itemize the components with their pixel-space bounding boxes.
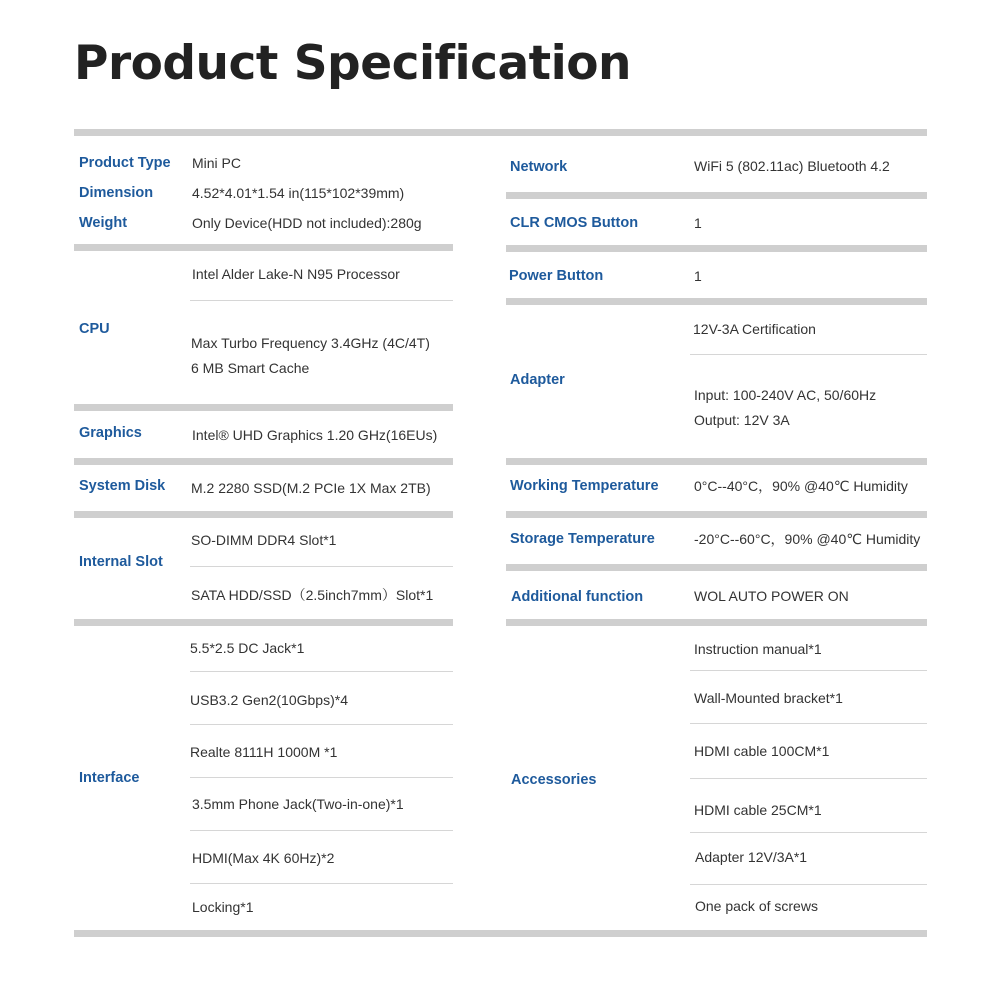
top-divider <box>74 129 927 136</box>
right-divider-4 <box>506 458 927 465</box>
weight-value: Only Device(HDD not included):280g <box>192 215 422 231</box>
accessories-value-6: One pack of screws <box>695 898 818 914</box>
cpu-label: CPU <box>79 321 110 337</box>
system-disk-value: M.2 2280 SSD(M.2 PCIe 1X Max 2TB) <box>191 480 431 496</box>
clr-cmos-label: CLR CMOS Button <box>510 215 639 231</box>
interface-value-3: Realte 8111H 1000M *1 <box>190 744 338 760</box>
additional-function-value: WOL AUTO POWER ON <box>694 588 849 604</box>
adapter-label: Adapter <box>510 372 565 388</box>
adapter-value-2: Input: 100-240V AC, 50/60Hz <box>694 387 877 403</box>
adapter-separator <box>690 354 927 355</box>
adapter-value-3: Output: 12V 3A <box>694 412 790 428</box>
left-divider-2 <box>74 404 453 411</box>
accessories-separator-4 <box>690 832 927 833</box>
interface-value-2: USB3.2 Gen2(10Gbps)*4 <box>190 692 348 708</box>
graphics-label: Graphics <box>79 425 142 441</box>
right-divider-3 <box>506 298 927 305</box>
interface-value-4: 3.5mm Phone Jack(Two-in-one)*1 <box>192 796 404 812</box>
network-label: Network <box>510 159 568 175</box>
right-divider-1 <box>506 192 927 199</box>
product-type-value: Mini PC <box>192 155 242 171</box>
right-divider-5 <box>506 511 927 518</box>
cpu-separator <box>190 300 453 301</box>
interface-separator-2 <box>190 724 453 725</box>
clr-cmos-value: 1 <box>694 215 702 231</box>
power-button-value: 1 <box>694 268 702 284</box>
left-divider-4 <box>74 511 453 518</box>
bottom-divider <box>74 930 927 937</box>
slot-separator <box>190 566 453 567</box>
accessories-value-2: Wall-Mounted bracket*1 <box>694 690 843 706</box>
dimension-value: 4.52*4.01*1.54 in(115*102*39mm) <box>192 185 405 201</box>
product-type-label: Product Type <box>79 155 171 171</box>
dimension-label: Dimension <box>79 185 154 201</box>
cpu-value-3: 6 MB Smart Cache <box>191 360 310 376</box>
interface-value-6: Locking*1 <box>192 899 254 915</box>
right-divider-7 <box>506 619 927 626</box>
interface-separator-5 <box>190 883 453 884</box>
left-divider-1 <box>74 244 453 251</box>
system-disk-label: System Disk <box>79 478 166 494</box>
storage-temp-label: Storage Temperature <box>510 531 655 547</box>
accessories-separator-2 <box>690 723 927 724</box>
right-divider-6 <box>506 564 927 571</box>
accessories-value-5: Adapter 12V/3A*1 <box>695 849 808 865</box>
accessories-separator-5 <box>690 884 927 885</box>
additional-function-label: Additional function <box>511 589 644 605</box>
interface-label: Interface <box>79 770 140 786</box>
cpu-value-1: Intel Alder Lake-N N95 Processor <box>192 266 400 282</box>
accessories-value-4: HDMI cable 25CM*1 <box>694 802 822 818</box>
working-temp-value: 0°C--40°C，90% @40℃ Humidity <box>694 478 908 494</box>
adapter-value-1: 12V-3A Certification <box>693 321 816 337</box>
interface-separator-3 <box>190 777 453 778</box>
accessories-separator-3 <box>690 778 927 779</box>
interface-separator-4 <box>190 830 453 831</box>
accessories-label: Accessories <box>511 772 597 788</box>
network-value: WiFi 5 (802.11ac) Bluetooth 4.2 <box>694 158 890 174</box>
interface-value-1: 5.5*2.5 DC Jack*1 <box>190 640 305 656</box>
internal-slot-value-1: SO-DIMM DDR4 Slot*1 <box>191 532 337 548</box>
internal-slot-label: Internal Slot <box>79 554 163 570</box>
accessories-separator-1 <box>690 670 927 671</box>
power-button-label: Power Button <box>509 268 604 284</box>
accessories-value-1: Instruction manual*1 <box>694 641 822 657</box>
graphics-value: Intel® UHD Graphics 1.20 GHz(16EUs) <box>192 427 438 443</box>
interface-separator-1 <box>190 671 453 672</box>
weight-label: Weight <box>79 215 128 231</box>
interface-value-5: HDMI(Max 4K 60Hz)*2 <box>192 850 335 866</box>
cpu-value-2: Max Turbo Frequency 3.4GHz (4C/4T) <box>191 335 430 351</box>
page-title: Product Specification <box>74 36 632 91</box>
internal-slot-value-2: SATA HDD/SSD（2.5inch7mm）Slot*1 <box>191 587 434 603</box>
left-divider-5 <box>74 619 453 626</box>
left-divider-3 <box>74 458 453 465</box>
working-temp-label: Working Temperature <box>510 478 659 494</box>
storage-temp-value: -20°C--60°C，90% @40℃ Humidity <box>694 531 921 547</box>
right-divider-2 <box>506 245 927 252</box>
accessories-value-3: HDMI cable 100CM*1 <box>694 743 830 759</box>
